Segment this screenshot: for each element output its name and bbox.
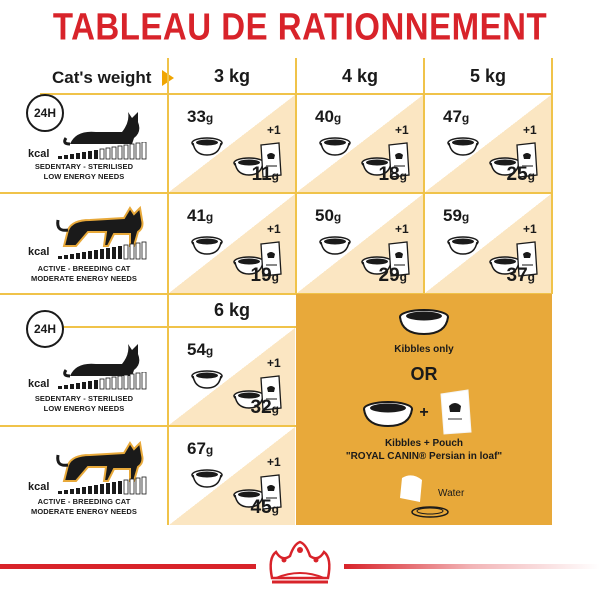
portion-cell	[169, 427, 295, 525]
profile-line1: ACTIVE - BREEDING CAT	[37, 264, 131, 273]
plus-one-label: +1	[267, 455, 281, 469]
legend-kibbles-pouch: Kibbles + Pouch	[384, 438, 464, 449]
mixed-portion: 11g	[251, 164, 279, 185]
mixed-portion: 32g	[250, 397, 279, 418]
mixed-portion: 25g	[506, 164, 535, 185]
mixed-portion: 19g	[250, 265, 279, 286]
kibble-bowl-icon	[191, 137, 223, 157]
kibble-bowl-icon	[191, 469, 223, 489]
portion-cell	[425, 194, 551, 293]
plus-one-label: +1	[523, 222, 537, 236]
profile-line2: MODERATE ENERGY NEEDS	[30, 274, 137, 283]
kcal-label: kcal	[28, 148, 50, 160]
energy-bars-moderate-icon	[58, 240, 162, 260]
energy-bars-low-icon	[58, 372, 162, 390]
kibble-bowl-icon	[191, 236, 223, 256]
plus-one-label: +1	[267, 222, 281, 236]
plus-one-label: +1	[523, 123, 537, 137]
royal-canin-crown-logo	[262, 538, 338, 588]
kibble-bowl-icon	[447, 137, 479, 157]
cat-weight-label: Cat's weight	[52, 68, 152, 87]
profile-active	[0, 194, 168, 293]
dry-portion: 41g	[187, 206, 214, 225]
profile-line1: ACTIVE - BREEDING CAT	[37, 497, 131, 506]
energy-bars-low-icon	[58, 142, 162, 160]
mixed-portion: 37g	[506, 265, 535, 286]
kcal-label: kcal	[28, 481, 50, 493]
portion-cell	[169, 328, 295, 425]
clock-24h-icon: 24H	[26, 310, 64, 348]
portion-cell	[297, 95, 423, 192]
page-title: TABLEAU DE RATIONNEMENT	[52, 5, 548, 48]
legend-product-name: "ROYAL CANIN® Persian in loaf"	[345, 451, 503, 462]
profile-line1: SEDENTARY - STERILISED	[34, 394, 134, 403]
plus-one-label: +1	[395, 222, 409, 236]
weight-header-5kg: 5 kg	[469, 66, 507, 86]
portion-cell	[169, 194, 295, 293]
kibble-bowl-icon	[398, 308, 450, 336]
dry-portion: 59g	[443, 206, 470, 225]
dry-portion: 47g	[443, 107, 470, 126]
profile-sedentary-6kg	[0, 310, 168, 425]
kcal-label: kcal	[28, 378, 50, 390]
kibble-bowl-icon	[447, 236, 479, 256]
profile-description	[0, 497, 168, 517]
plus-one-label: +1	[267, 123, 281, 137]
kibble-bowl-icon	[319, 236, 351, 256]
portion-cell	[297, 194, 423, 293]
footer-divider	[0, 564, 256, 569]
weight-header-6kg: 6 kg	[213, 300, 251, 320]
profile-line2: MODERATE ENERGY NEEDS	[30, 507, 137, 516]
legend-box	[296, 294, 552, 525]
kcal-label: kcal	[28, 246, 50, 258]
legend-water: Water	[438, 488, 465, 499]
profile-line1: SEDENTARY - STERILISED	[34, 162, 134, 171]
kibble-bowl-icon	[319, 137, 351, 157]
legend-kibbles-only: Kibbles only	[394, 344, 454, 355]
clock-24h-icon: 24H	[26, 94, 64, 132]
dry-portion: 40g	[315, 107, 342, 126]
legend-or: OR	[410, 364, 438, 384]
pouch-icon	[438, 388, 474, 436]
weight-header-3kg: 3 kg	[213, 66, 251, 86]
profile-line2: LOW ENERGY NEEDS	[43, 172, 125, 181]
weight-header-4kg: 4 kg	[341, 66, 379, 86]
dry-portion: 50g	[315, 206, 342, 225]
dry-portion: 33g	[187, 107, 214, 126]
kibble-bowl-icon	[191, 370, 223, 390]
profile-sedentary	[0, 94, 168, 192]
mixed-portion: 29g	[378, 265, 407, 286]
mixed-portion: 18g	[378, 164, 407, 185]
energy-bars-moderate-icon	[58, 475, 162, 495]
plus-one-label: +1	[395, 123, 409, 137]
plus-one-label: +1	[267, 356, 281, 370]
dry-portion: 54g	[187, 340, 214, 359]
dry-portion: 67g	[187, 439, 214, 458]
profile-description	[0, 264, 168, 284]
mixed-portion: 45g	[250, 497, 279, 518]
footer-divider	[344, 564, 600, 569]
profile-active-6kg	[0, 427, 168, 525]
portion-cell	[169, 95, 295, 192]
portion-cell	[425, 95, 551, 192]
profile-description	[0, 394, 168, 414]
profile-description	[0, 162, 168, 182]
profile-line2: LOW ENERGY NEEDS	[43, 404, 125, 413]
legend-plus: +	[419, 404, 429, 421]
